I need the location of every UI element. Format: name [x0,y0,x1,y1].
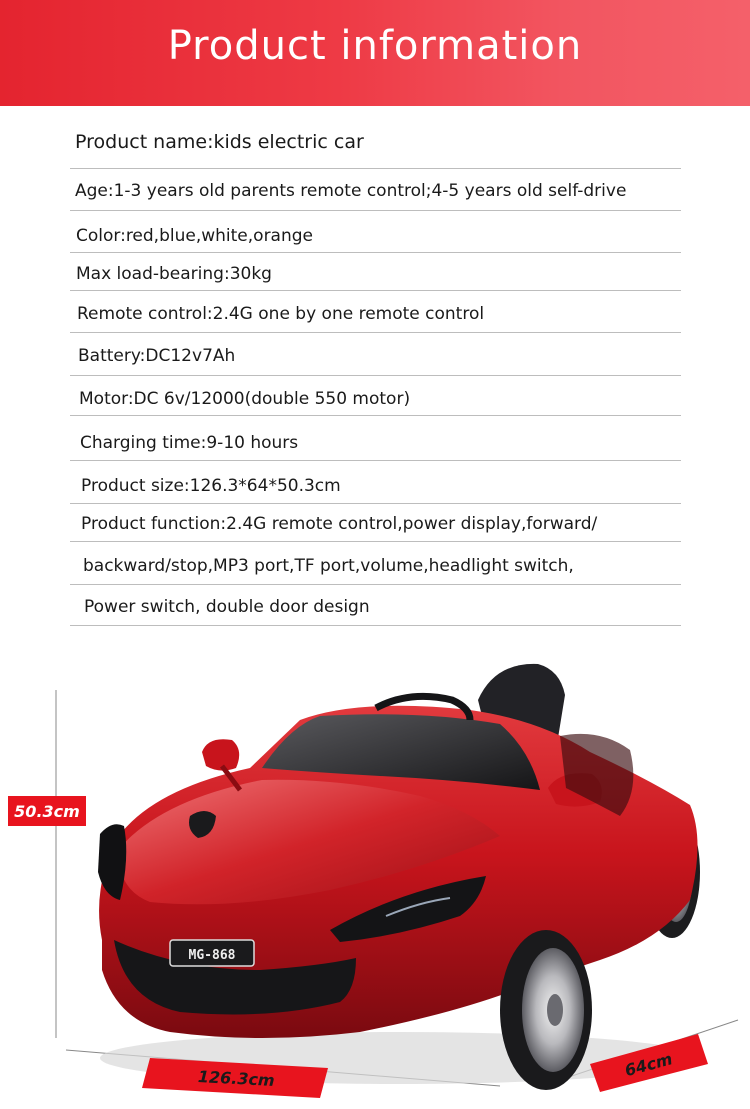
divider [70,584,681,585]
spec-max-load: Max load-bearing:30kg [76,264,272,284]
spec-remote-control: Remote control:2.4G one by one remote control [77,304,485,324]
spec-color: Color:red,blue,white,orange [76,226,313,246]
spec-age: Age:1-3 years old parents remote control;4-5 years old self-drive [75,181,627,201]
spec-product-function-cont: backward/stop,MP3 port,TF port,volume,headlight switch, [83,556,574,576]
spec-product-function: Product function:2.4G remote control,power display,forward/ [81,514,598,534]
spec-motor: Motor:DC 6v/12000(double 550 motor) [79,389,411,409]
header-title: Product information [167,23,583,69]
divider [70,503,681,504]
divider [70,252,681,253]
divider [70,375,681,376]
spec-battery: Battery:DC12v7Ah [78,346,236,366]
divider [70,460,681,461]
front-wheel-hub [547,994,563,1026]
divider [70,168,681,169]
divider [70,210,681,211]
license-plate-text: MG-868 [188,948,236,963]
divider [70,332,681,333]
divider [70,625,681,626]
product-photo [0,640,750,1109]
height-label [8,796,86,826]
divider [70,541,681,542]
width-label-text: 64cm [622,1049,675,1081]
car-illustration [0,640,750,1109]
left-mirror [202,739,239,770]
spec-product-size: Product size:126.3*64*50.3cm [81,476,341,496]
divider [70,415,681,416]
divider [70,290,681,291]
length-label-text: 126.3cm [197,1067,276,1091]
height-label-text: 50.3cm [14,802,80,821]
spec-product-name: Product name:kids electric car [75,131,364,153]
spec-product-function-end: Power switch, double door design [84,597,370,617]
spec-charging-time: Charging time:9-10 hours [80,433,299,453]
